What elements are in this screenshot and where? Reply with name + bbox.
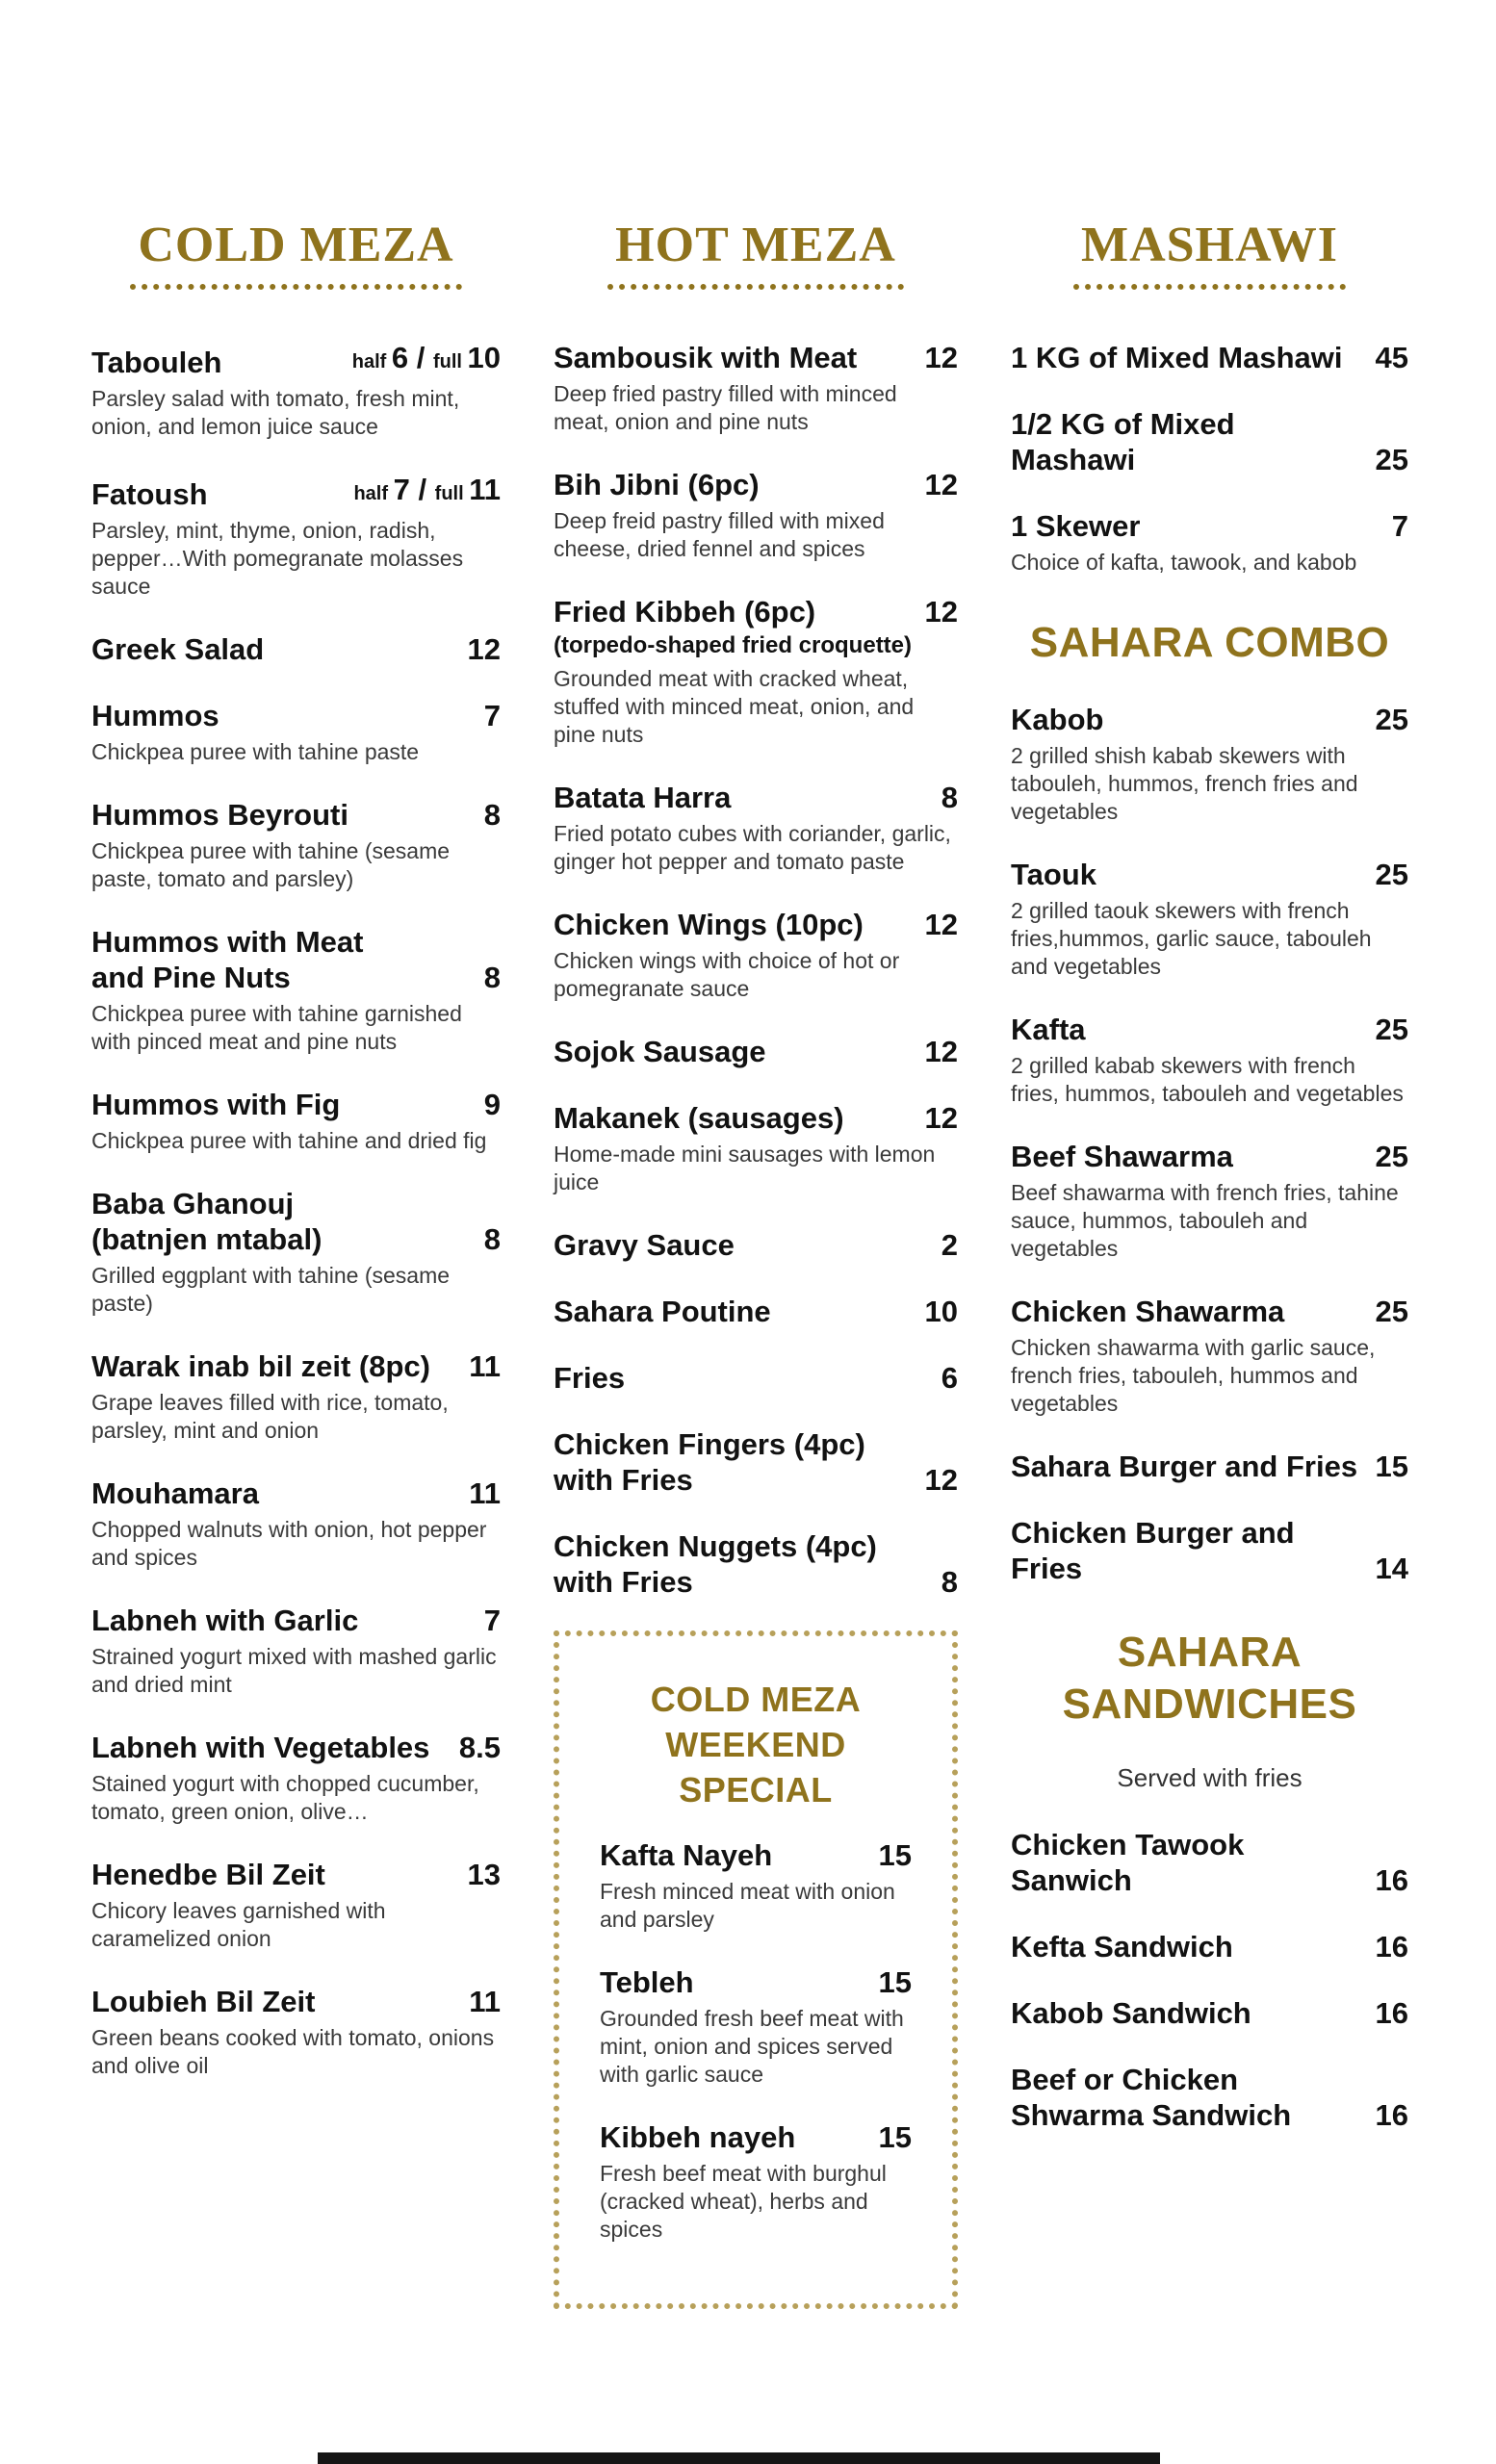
menu-item-sojok-sausage [554, 1034, 958, 1069]
item-price: 8 [483, 960, 501, 994]
item-row [91, 1087, 501, 1122]
item-name: Kafta [1011, 1012, 1086, 1046]
price-value: 6 [391, 340, 409, 374]
item-price: 25 [1375, 857, 1408, 891]
item-row [91, 1984, 501, 2019]
item-row [1011, 340, 1408, 375]
item-row [91, 698, 501, 733]
item-row [1011, 1294, 1408, 1329]
menu-item-chicken-tawook-sanwich [1011, 1827, 1408, 1898]
menu-item-beef-shawarma [1011, 1139, 1408, 1263]
menu-item-chicken-wings-10pc [554, 907, 958, 1003]
item-price: 12 [924, 594, 958, 629]
item-name: Labneh with Vegetables [91, 1730, 430, 1764]
item-row [91, 472, 501, 512]
item-price: 8 [941, 1564, 958, 1599]
item-price: 25 [1375, 442, 1408, 476]
section-heading-cold-meza [91, 217, 501, 290]
item-price: 12 [924, 1462, 958, 1497]
item-price: 25 [1375, 702, 1408, 736]
price-value: 10 [467, 340, 501, 374]
menu-item-1-2-kg-of-mixed-mashawi [1011, 406, 1408, 477]
price-size-label: half [351, 350, 392, 372]
item-name: 1 KG of Mixed Mashawi [1011, 340, 1343, 374]
item-name: Mouhamara [91, 1476, 259, 1510]
menu-item-greek-salad [91, 631, 501, 667]
item-price: 15 [1375, 1449, 1408, 1483]
special-box-title: COLD MEZA WEEKEND SPECIAL [650, 1679, 862, 1810]
item-row [1011, 1827, 1408, 1898]
item-row [600, 1964, 912, 2000]
item-description: Chickpea puree with tahine (sesame paste, tomato and parsley) [91, 837, 451, 891]
item-price: 25 [1375, 1139, 1408, 1173]
item-row [91, 1186, 501, 1257]
item-price: 15 [878, 2119, 912, 2154]
menu-item-kafta [1011, 1012, 1408, 1108]
item-price: 7 [1391, 508, 1408, 543]
item-name: Hummos Beyrouti [91, 797, 348, 832]
menu-item-beef-or-chicken [1011, 2062, 1408, 2133]
item-price: 16 [1375, 1862, 1408, 1897]
item-price: 25 [1375, 1012, 1408, 1046]
menu-column-cold-meza [91, 217, 501, 2111]
item-name: Warak inab bil zeit (8pc) [91, 1348, 430, 1383]
item-price: 12 [924, 1100, 958, 1135]
item-price: 16 [1375, 2097, 1408, 2132]
item-row [1011, 1929, 1408, 1964]
item-description: Deep fried pastry filled with minced meat, onion and pine nuts [554, 380, 897, 434]
item-description: Chicken shawarma with garlic sauce, french fries, tabouleh, hummos and vegetables [1011, 1334, 1376, 1416]
item-description: Parsley, mint, thyme, onion, radish, pepper…With pomegranate molasses sauce [91, 517, 464, 599]
menu-item-mouhamara [91, 1476, 501, 1572]
menu-item-kafta-nayeh [600, 1837, 912, 1934]
item-description: Parsley salad with tomato, fresh mint, onion, and lemon juice sauce [91, 385, 460, 439]
item-price: 11 [469, 1348, 501, 1383]
item-row [91, 1348, 501, 1384]
item-name: Sojok Sausage [554, 1034, 766, 1068]
item-price: 12 [924, 467, 958, 501]
item-price: 12 [924, 340, 958, 374]
item-price: 16 [1375, 1995, 1408, 2030]
item-price: 12 [924, 1034, 958, 1068]
section-heading-text: COLD MEZA [130, 219, 461, 290]
menu-item-fried-kibbeh-6pc [554, 594, 958, 749]
menu-item-sahara-burger-and-fries [1011, 1449, 1408, 1484]
item-row [91, 1476, 501, 1511]
section-heading-text: HOT MEZA [607, 219, 904, 290]
item-name: Hummos [91, 698, 219, 732]
menu-item-kabob [1011, 702, 1408, 826]
menu-item-hummos [91, 698, 501, 766]
item-description: Grilled eggplant with tahine (sesame paste) [91, 1262, 451, 1316]
item-name: Baba Ghanouj (batnjen mtabal) [91, 1186, 322, 1256]
item-row [554, 467, 958, 502]
bottom-edge-bar [318, 2452, 1160, 2464]
item-row [554, 1294, 958, 1329]
item-description: Chickpea puree with tahine paste [91, 738, 420, 764]
item-name: Chicken Tawook Sanwich [1011, 1827, 1245, 1897]
menu-item-henedbe-bil-zeit [91, 1857, 501, 1953]
item-row [1011, 1449, 1408, 1484]
item-price: 12 [924, 907, 958, 941]
item-price: 45 [1375, 340, 1408, 374]
item-row [91, 631, 501, 667]
item-row [1011, 406, 1408, 477]
price-size-label: full [434, 482, 470, 504]
item-row [554, 340, 958, 375]
item-row [600, 2119, 912, 2155]
item-price: half 7 / full 11 [353, 472, 501, 506]
item-name: Kafta Nayeh [600, 1837, 773, 1872]
item-description: Deep freid pastry filled with mixed cheese, dried fennel and spices [554, 507, 885, 561]
item-row [1011, 857, 1408, 892]
special-box-cold-meza-weekend-special [554, 1630, 958, 2309]
item-description: Stained yogurt with chopped cucumber, tomato, green onion, olive… [91, 1770, 479, 1824]
item-description: Home-made mini sausages with lemon juice [554, 1141, 936, 1194]
menu-item-bih-jibni-6pc [554, 467, 958, 563]
item-description: Grounded fresh beef meat with mint, onion and spices served with garlic sauce [600, 2005, 904, 2087]
item-name: Loubieh Bil Zeit [91, 1984, 316, 2018]
menu-item-tebleh [600, 1964, 912, 2089]
menu-item-warak-inab-bil-zeit-8pc [91, 1348, 501, 1445]
menu-item-taouk [1011, 857, 1408, 981]
menu-item-chicken-shawarma [1011, 1294, 1408, 1418]
item-row [554, 1100, 958, 1136]
menu-item-1-kg-of-mixed-mashawi [1011, 340, 1408, 375]
section-subtitle: Served with fries [1117, 1762, 1303, 1792]
item-row [554, 1426, 958, 1498]
item-row [1011, 1012, 1408, 1047]
menu-item-hummos-beyrouti [91, 797, 501, 893]
item-price: 13 [467, 1857, 501, 1891]
item-row [600, 1837, 912, 1873]
menu-item-chicken-burger-and-fries [1011, 1515, 1408, 1586]
menu-item-makanek-sausages [554, 1100, 958, 1196]
item-row [554, 1528, 958, 1600]
item-description: Chopped walnuts with onion, hot pepper and spices [91, 1516, 487, 1570]
item-name: Chicken Burger and Fries [1011, 1515, 1295, 1585]
item-row [554, 1034, 958, 1069]
price-value: 11 [469, 472, 501, 506]
item-description: 2 grilled taouk skewers with french fries,hummos, garlic sauce, tabouleh and vegetables [1011, 897, 1372, 979]
item-description: Chicory leaves garnished with caramelized onion [91, 1897, 386, 1951]
item-name: Taouk [1011, 857, 1096, 891]
item-name: Greek Salad [91, 631, 265, 666]
item-name: Tebleh [600, 1964, 694, 1999]
item-name: Batata Harra [554, 780, 732, 814]
item-row [554, 907, 958, 942]
item-price: 11 [469, 1476, 501, 1510]
item-description: Green beans cooked with tomato, onions and olive oil [91, 2024, 495, 2078]
menu-item-sambousik-with-meat [554, 340, 958, 436]
item-description: Chickpea puree with tahine and dried fig [91, 1127, 487, 1153]
item-row [1011, 2062, 1408, 2133]
item-name: Makanek (sausages) [554, 1100, 844, 1135]
item-name: Chicken Fingers (4pc) with Fries [554, 1426, 865, 1497]
item-description: 2 grilled shish kabab skewers with tabouleh, hummos, french fries and vegetables [1011, 742, 1358, 824]
menu-item-kefta-sandwich [1011, 1929, 1408, 1964]
item-name: Tabouleh [91, 345, 222, 379]
item-name: Hummos with Fig [91, 1087, 341, 1121]
menu-item-hummos-with-meat [91, 924, 501, 1056]
item-price: 10 [924, 1294, 958, 1328]
item-name: Gravy Sauce [554, 1227, 735, 1262]
item-row [91, 924, 501, 995]
item-price: 16 [1375, 1929, 1408, 1964]
item-name: Kabob Sandwich [1011, 1995, 1251, 2030]
item-row [554, 1360, 958, 1396]
item-price: 12 [467, 631, 501, 666]
item-name: Hummos with Meat and Pine Nuts [91, 924, 364, 994]
item-row [91, 340, 501, 380]
item-price: 11 [469, 1984, 501, 2018]
item-name: Kefta Sandwich [1011, 1929, 1233, 1964]
menu-item-chicken-fingers-4pc [554, 1426, 958, 1498]
item-row [1011, 702, 1408, 737]
item-name: Beef Shawarma [1011, 1139, 1233, 1173]
menu-column-hot-meza [554, 217, 958, 2309]
item-description: Chicken wings with choice of hot or pomegranate sauce [554, 947, 900, 1001]
item-row [554, 780, 958, 815]
item-price: 14 [1375, 1551, 1408, 1585]
item-price: 8 [483, 1221, 501, 1256]
item-price: 9 [483, 1087, 501, 1121]
item-name: Labneh with Garlic [91, 1603, 359, 1637]
item-description: Fresh beef meat with burghul (cracked wheat), herbs and spices [600, 2160, 887, 2242]
item-row [554, 1227, 958, 1263]
menu-item-hummos-with-fig [91, 1087, 501, 1155]
item-price: 8 [941, 780, 958, 814]
item-name: Sahara Poutine [554, 1294, 771, 1328]
item-price: 2 [941, 1227, 958, 1262]
item-description: Strained yogurt mixed with mashed garlic and dried mint [91, 1643, 497, 1697]
item-price: 25 [1375, 1294, 1408, 1328]
item-price: 8 [483, 797, 501, 832]
menu-item-kibbeh-nayeh [600, 2119, 912, 2244]
item-row [1011, 1995, 1408, 2031]
item-name: 1/2 KG of Mixed Mashawi [1011, 406, 1235, 476]
price-value: 7 [393, 472, 410, 506]
menu-item-fatoush [91, 472, 501, 601]
section-heading-hot-meza [554, 217, 958, 290]
item-description: Chickpea puree with tahine garnished with pinced meat and pine nuts [91, 1000, 462, 1054]
menu-column-mashawi [1011, 217, 1408, 2164]
item-name: Fatoush [91, 476, 208, 511]
item-description: Fried potato cubes with coriander, garlic, ginger hot pepper and tomato paste [554, 820, 951, 874]
section-heading-text: MASHAWI [1073, 219, 1346, 290]
item-name: 1 Skewer [1011, 508, 1141, 543]
menu-item-sahara-poutine [554, 1294, 958, 1329]
section-heading-sahara-combo: SAHARA COMBO [1029, 618, 1390, 666]
item-name: Fries [554, 1360, 626, 1395]
item-row [554, 594, 958, 629]
menu-item-loubieh-bil-zeit [91, 1984, 501, 2080]
item-row [91, 1857, 501, 1892]
section-heading-mashawi [1011, 217, 1408, 290]
item-price: 7 [483, 698, 501, 732]
item-price: 15 [878, 1837, 912, 1872]
item-name: Bih Jibni (6pc) [554, 467, 760, 501]
item-name: Chicken Wings (10pc) [554, 907, 864, 941]
item-name: Beef or Chicken Shwarma Sandwich [1011, 2062, 1292, 2132]
item-price: 6 [941, 1360, 958, 1395]
item-name: Sambousik with Meat [554, 340, 858, 374]
menu-item-tabouleh [91, 340, 501, 441]
item-name: Sahara Burger and Fries [1011, 1449, 1358, 1483]
item-row [91, 797, 501, 833]
menu-item-kabob-sandwich [1011, 1995, 1408, 2031]
menu-item-labneh-with-garlic [91, 1603, 501, 1699]
menu-item-fries [554, 1360, 958, 1396]
item-name: Chicken Nuggets (4pc) with Fries [554, 1528, 877, 1599]
item-description: Fresh minced meat with onion and parsley [600, 1878, 895, 1932]
menu-item-baba-ghanouj [91, 1186, 501, 1318]
item-description: Choice of kafta, tawook, and kabob [1011, 549, 1357, 575]
item-price: half 6 / full 10 [351, 340, 501, 374]
item-row [1011, 508, 1408, 544]
item-description: Grape leaves filled with rice, tomato, parsley, mint and onion [91, 1389, 449, 1443]
item-price: 8.5 [458, 1730, 501, 1764]
price-size-label: half [353, 482, 394, 504]
item-name: Kibbeh nayeh [600, 2119, 796, 2154]
item-name: Kabob [1011, 702, 1104, 736]
item-description: Beef shawarma with french fries, tahine sauce, hummos, tabouleh and vegetables [1011, 1179, 1399, 1261]
item-price: 15 [878, 1964, 912, 1999]
price-size-label: full [432, 350, 468, 372]
item-subname: (torpedo-shaped fried croquette) [554, 631, 913, 658]
menu-item-chicken-nuggets-4pc [554, 1528, 958, 1600]
item-name: Chicken Shawarma [1011, 1294, 1285, 1328]
item-description: Grounded meat with cracked wheat, stuffed with minced meat, onion, and pine nuts [554, 665, 915, 747]
item-price: 7 [483, 1603, 501, 1637]
item-name: Fried Kibbeh (6pc) [554, 594, 816, 629]
menu-item-labneh-with-vegetables [91, 1730, 501, 1826]
menu-item-1-skewer [1011, 508, 1408, 577]
menu-item-gravy-sauce [554, 1227, 958, 1263]
item-row [1011, 1139, 1408, 1174]
item-row [1011, 1515, 1408, 1586]
item-row [91, 1730, 501, 1765]
item-name: Henedbe Bil Zeit [91, 1857, 325, 1891]
item-row [91, 1603, 501, 1638]
section-heading-sahara-sandwiches: SAHARA SANDWICHES [1062, 1628, 1357, 1728]
menu-item-batata-harra [554, 780, 958, 876]
item-description: 2 grilled kabab skewers with french fries, hummos, tabouleh and vegetables [1011, 1052, 1404, 1106]
